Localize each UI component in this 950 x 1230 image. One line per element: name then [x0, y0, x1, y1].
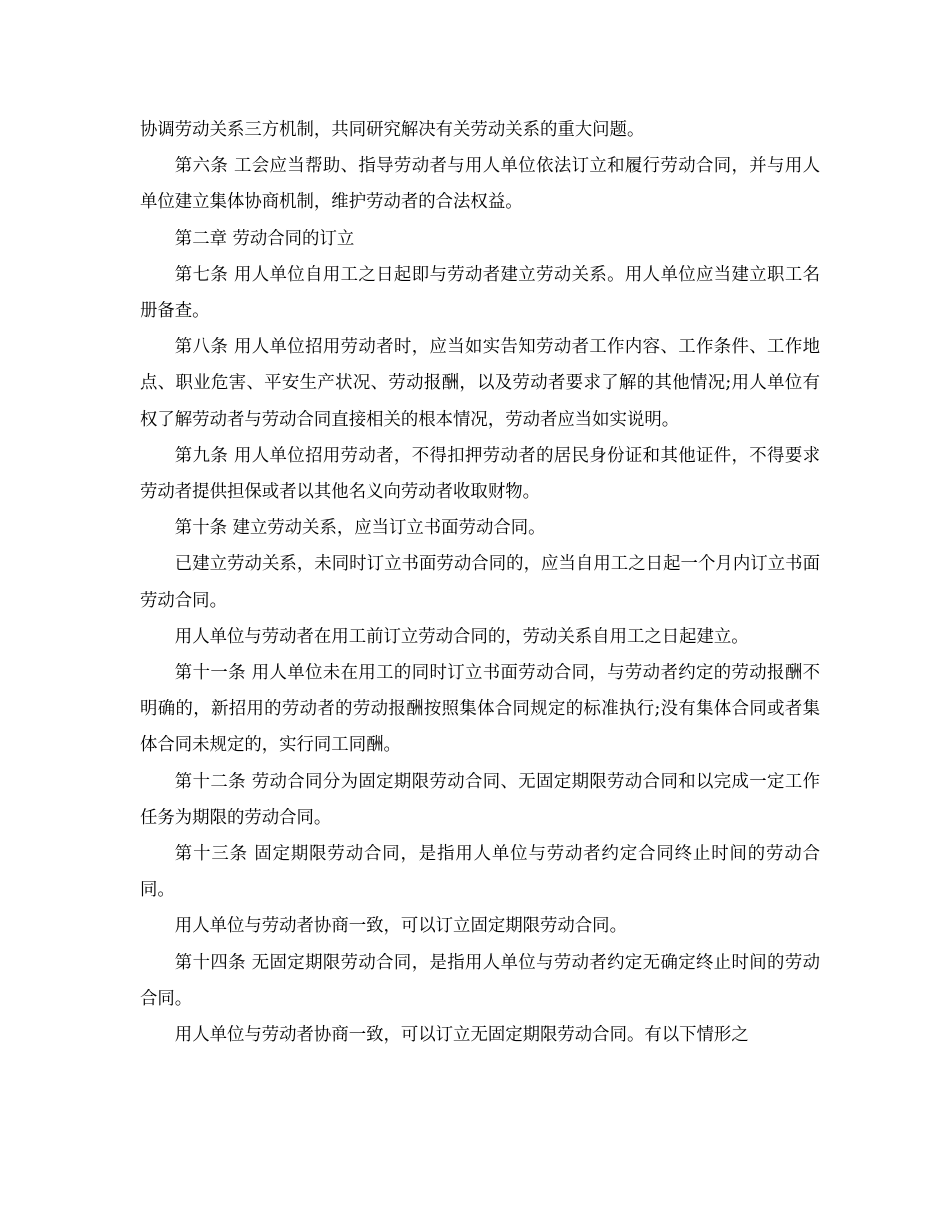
paragraph-article-13: 第十三条 固定期限劳动合同，是指用人单位与劳动者约定合同终止时间的劳动合同。 — [140, 844, 820, 901]
paragraph-article-8: 第八条 用人单位招用劳动者时，应当如实告知劳动者工作内容、工作条件、工作地点、职业危害、平安生产状况、劳动报酬，以及劳动者要求了解的其他情况;用人单位有权了解劳动者与劳动合同直接相关的根本情况，劳动者应当如实说明。 — [140, 337, 820, 430]
paragraph-article-6: 第六条 工会应当帮助、指导劳动者与用人单位依法订立和履行劳动合同，并与用人单位建立集体协商机制，维护劳动者的合法权益。 — [140, 156, 820, 213]
chapter-heading: 第二章 劳动合同的订立 — [174, 228, 355, 249]
paragraph-article-10-clause-2: 已建立劳动关系，未同时订立书面劳动合同的，应当自用工之日起一个月内订立书面劳动合同。 — [140, 554, 820, 611]
paragraph-article-7: 第七条 用人单位自用工之日起即与劳动者建立劳动关系。用人单位应当建立职工名册备查。 — [140, 264, 820, 322]
paragraph-article-14: 第十四条 无固定期限劳动合同，是指用人单位与劳动者约定无确定终止时间的劳动合同。 — [140, 952, 820, 1009]
paragraph-article-11: 第十一条 用人单位未在用工的同时订立书面劳动合同，与劳动者约定的劳动报酬不明确的，新招用的劳动者的劳动报酬按照集体合同规定的标准执行;没有集体合同或者集体合同未规定的，实行同工同酬。 — [140, 663, 820, 756]
paragraph-continuation: 协调劳动关系三方机制，共同研究解决有关劳动关系的重大问题。 — [140, 120, 645, 140]
paragraph-article-9: 第九条 用人单位招用劳动者，不得扣押劳动者的居民身份证和其他证件，不得要求劳动者提供担保或者以其他名义向劳动者收取财物。 — [140, 445, 820, 503]
paragraph-article-14-clause-2: 用人单位与劳动者协商一致，可以订立无固定期限劳动合同。有以下情形之 — [174, 1025, 749, 1046]
document-body — [140, 112, 820, 1053]
paragraph-article-12: 第十二条 劳动合同分为固定期限劳动合同、无固定期限劳动合同和以完成一定工作任务为期限的劳动合同。 — [140, 771, 820, 828]
paragraph-article-10: 第十条 建立劳动关系，应当订立书面劳动合同。 — [174, 518, 546, 539]
paragraph-article-13-clause-2: 用人单位与劳动者协商一致，可以订立固定期限劳动合同。 — [174, 916, 627, 937]
paragraph-article-10-clause-3: 用人单位与劳动者在用工前订立劳动合同的，劳动关系自用工之日起建立。 — [174, 626, 749, 647]
